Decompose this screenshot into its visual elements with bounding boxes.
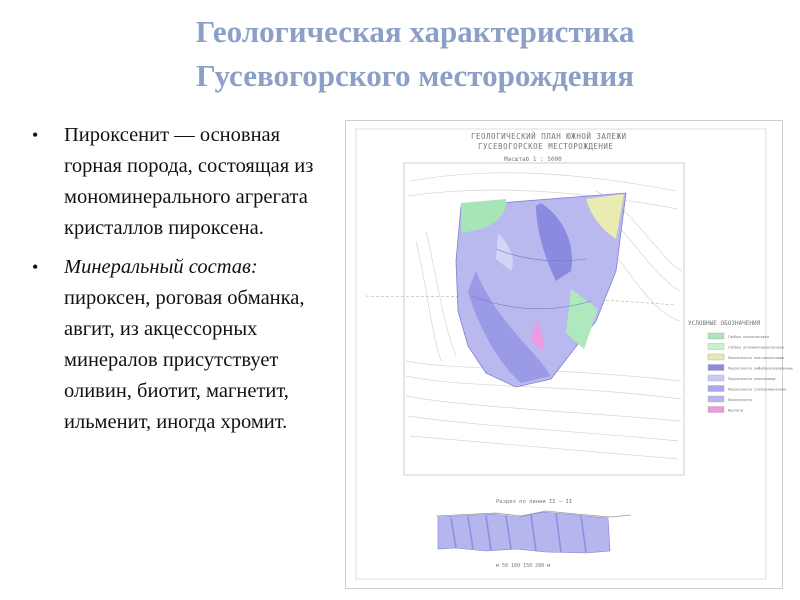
bullet-label: Минеральный состав:: [64, 256, 258, 278]
legend-swatch: [708, 333, 724, 339]
legend-label: Верлиты: [728, 408, 744, 413]
legend-swatch: [708, 396, 724, 402]
section-scale: м 50 100 150 200 м: [496, 563, 551, 569]
legend-label: Габбро оливинопироксеновое: [728, 345, 785, 350]
bullet-text: Пироксенит — основная горная порода, состоящая из мономинерального агрегата кристаллов пироксена.: [64, 124, 314, 239]
legend-label: Пироксениты плагиоклазовые: [728, 356, 785, 360]
bullet-dot-icon: •: [32, 125, 39, 145]
legend-label: Пироксениты: [728, 398, 752, 402]
bullet-item-pyroxenite: [30, 120, 342, 244]
geological-map-drawing: [346, 121, 793, 588]
geological-map-image: [345, 120, 793, 589]
legend-label: Пироксениты амфиболизированные: [728, 366, 793, 371]
map-scale: Масштаб 1 : 5000: [504, 156, 562, 163]
title-line-2: Гусевогорского месторождения: [195, 58, 635, 93]
legend-swatch: [708, 407, 724, 413]
legend-swatch: [708, 344, 724, 350]
legend-swatch: [708, 365, 724, 371]
map-title-line-2: ГУСЕВОГОРСКОЕ МЕСТОРОЖДЕНИЕ: [478, 142, 614, 151]
legend-swatch: [708, 375, 724, 381]
legend-swatch: [708, 386, 724, 392]
legend-label: Габбро пироксеновое: [728, 335, 770, 339]
section-title: Разрез по линии II – II: [496, 499, 573, 505]
bullet-text: пироксен, роговая обманка, авгит, из акцессорных минералов присутствует оливин, биотит, магнетит, ильменит, иногда хромит.: [64, 287, 305, 433]
bullet-item-mineral-composition: [30, 252, 342, 438]
legend-label: Пироксениты оливиновые: [728, 377, 776, 381]
bullet-dot-icon: •: [32, 257, 39, 277]
legend-swatch: [708, 354, 724, 360]
slide-title: [60, 10, 770, 98]
bullet-list: [30, 120, 342, 446]
legend-label: Пироксениты слабоизмененные: [728, 387, 787, 392]
map-title-line-1: ГЕОЛОГИЧЕСКИЙ ПЛАН ЮЖНОЙ ЗАЛЕЖИ: [471, 132, 627, 141]
legend-title: УСЛОВНЫЕ ОБОЗНАЧЕНИЯ: [688, 320, 761, 327]
title-line-1: Геологическая характеристика: [195, 14, 635, 49]
